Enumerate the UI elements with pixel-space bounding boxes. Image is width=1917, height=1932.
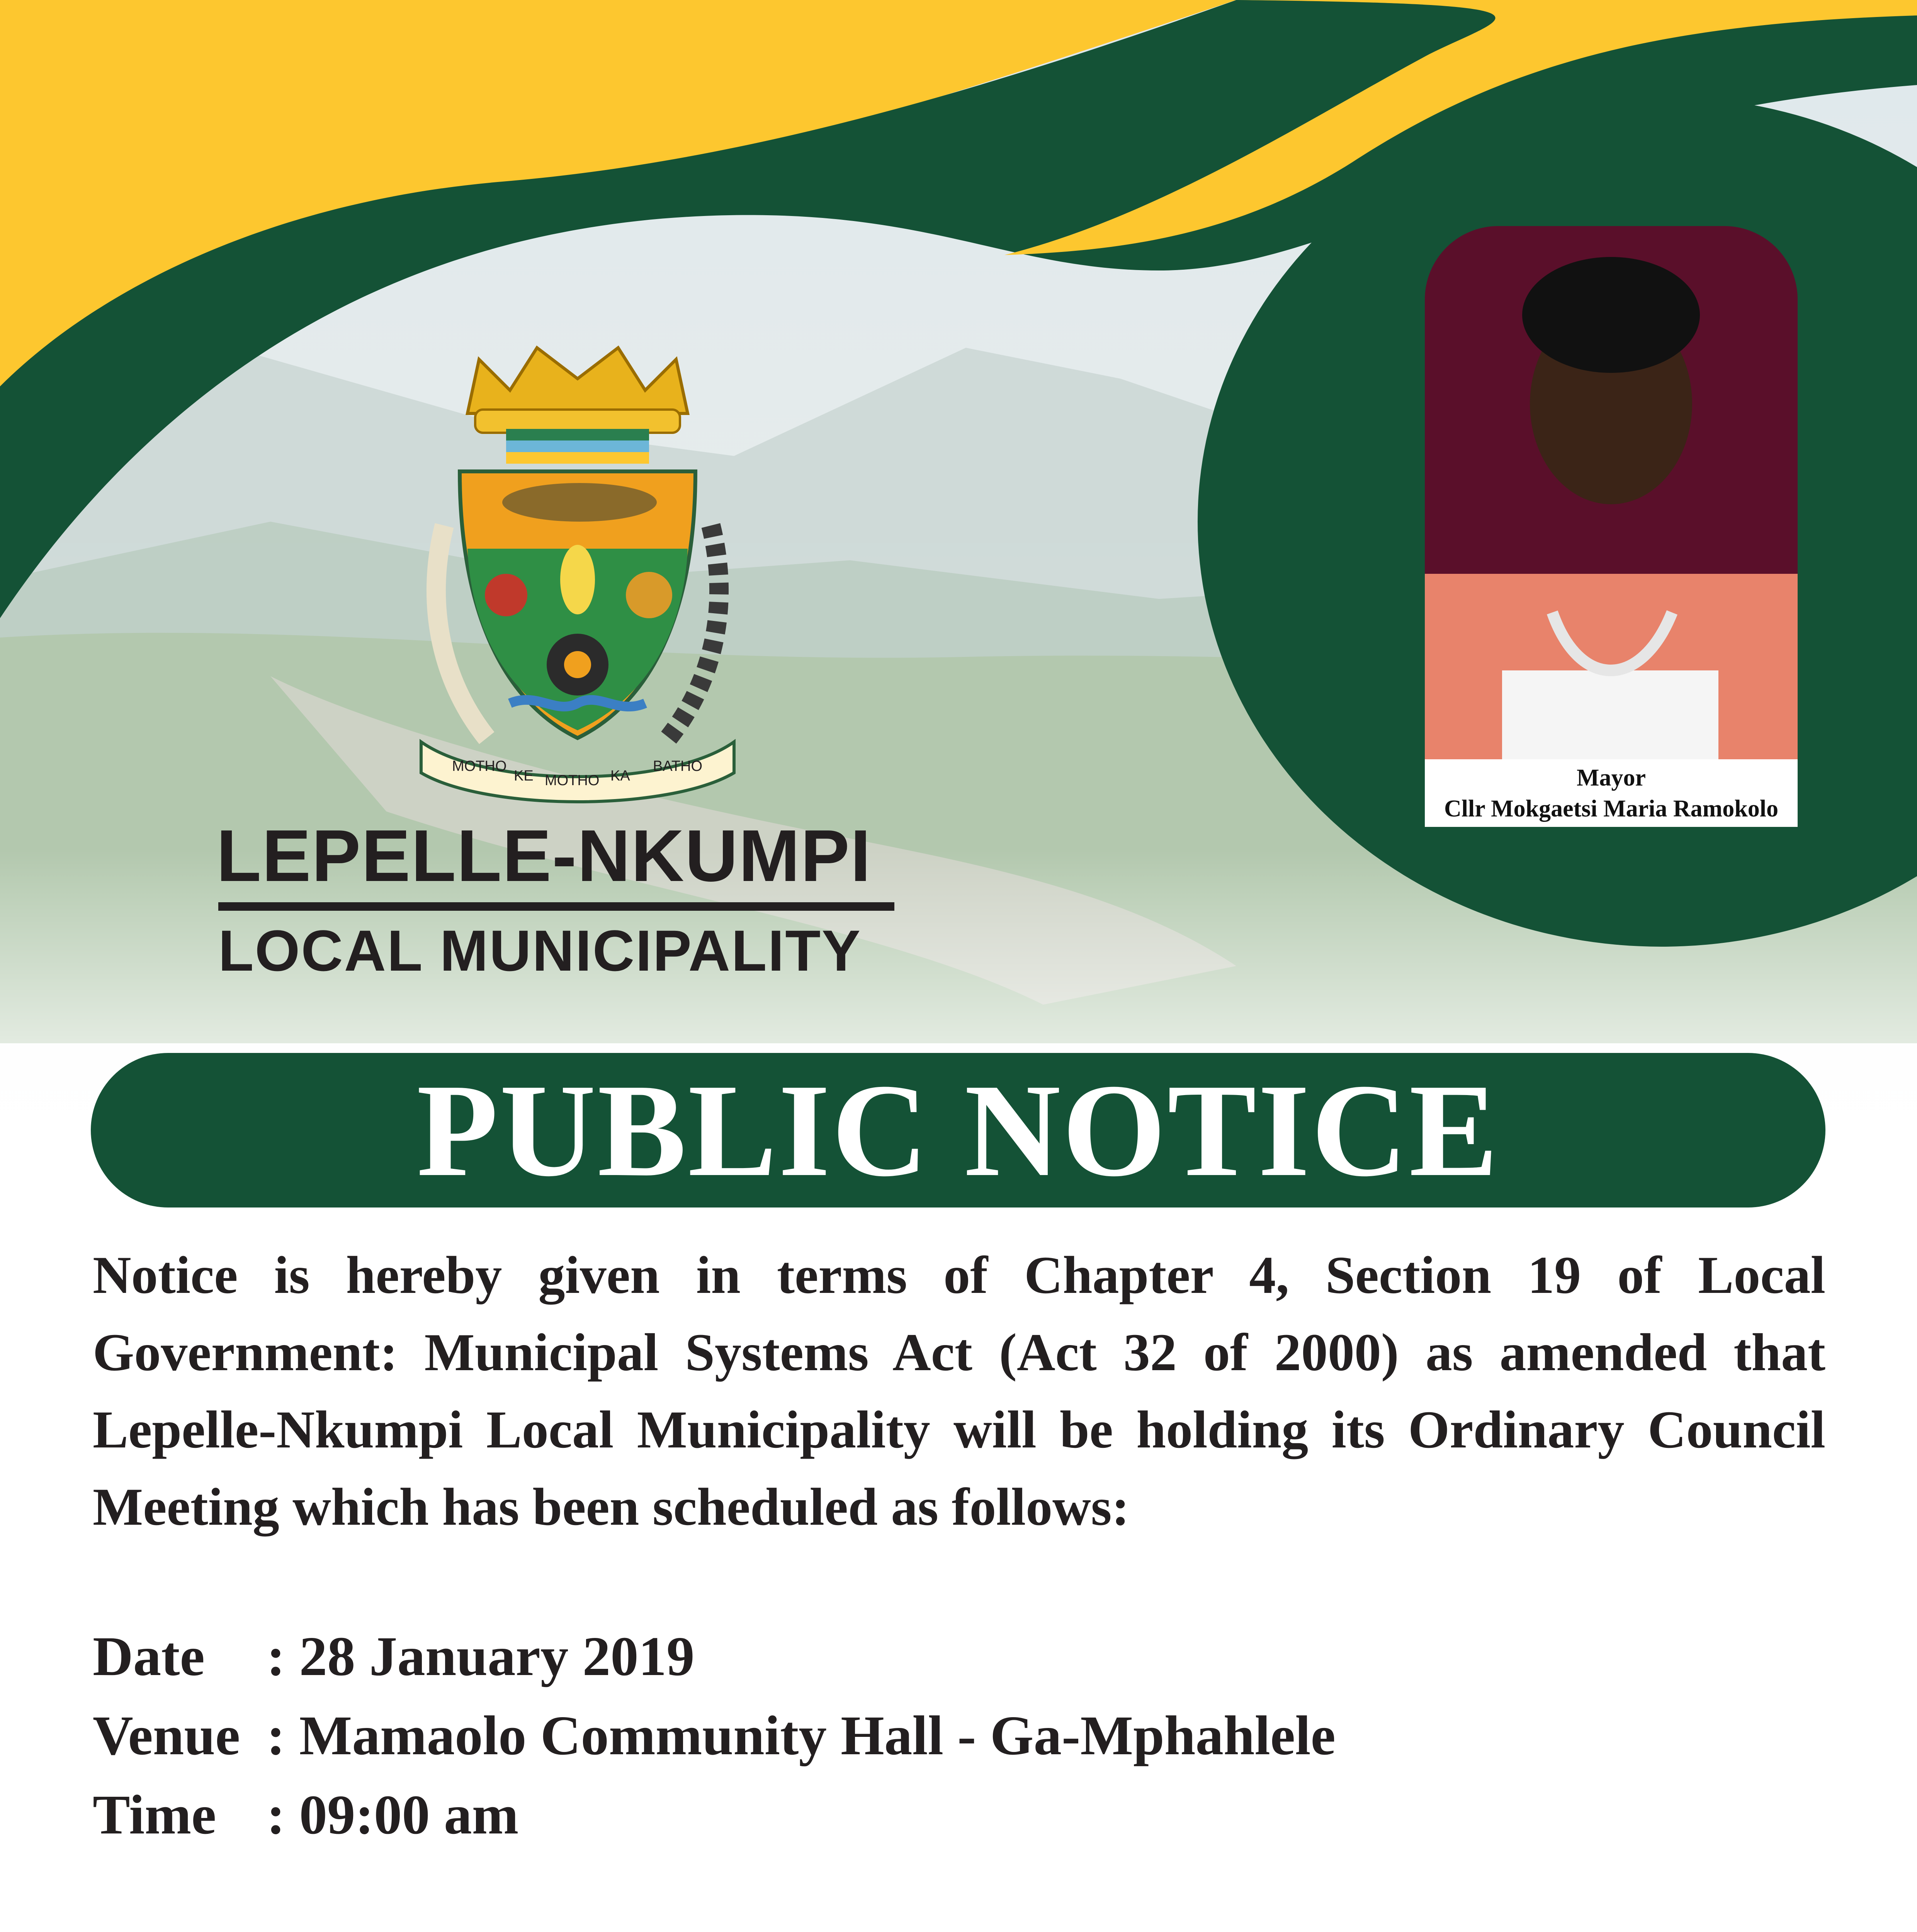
mayor-portrait-image: [1425, 226, 1798, 759]
mayor-portrait: [1425, 226, 1798, 759]
ribbon-word: MOTHO: [452, 758, 507, 774]
ribbon-word: KA: [610, 768, 630, 784]
mayor-role: Mayor: [1576, 765, 1646, 791]
venue-value: : Mamaolo Community Hall - Ga-Mphahlele: [267, 1705, 1336, 1767]
date-value: : 28 January 2019: [267, 1626, 695, 1687]
detail-row-date: [93, 1626, 695, 1687]
notice-intro: Notice is hereby given in terms of Chapter 4, Section 19 of Local Government: Municipal Systems Act (Act 32 of 2000) as amended that Lepelle-Nkumpi Local Municipality will be holding its Ordinary Council Meeting which has been scheduled as follows:: [93, 1245, 1825, 1536]
time-value: : 09:00 am: [267, 1784, 519, 1846]
venue-label: Venue: [93, 1705, 240, 1767]
coat-of-arms-logo: [410, 332, 746, 811]
time-label: Time: [93, 1784, 216, 1846]
bull-icon: [485, 574, 527, 616]
municipality-name: LEPELLE-NKUMPI: [216, 815, 872, 897]
crown-icon: [467, 348, 688, 413]
maize-icon: [560, 545, 595, 614]
notice-title: PUBLIC NOTICE: [416, 1056, 1500, 1204]
mayor-caption: [1425, 759, 1798, 827]
ribbon-word: KE: [514, 768, 534, 784]
date-label: Date: [93, 1626, 205, 1687]
lion-icon: [626, 572, 672, 618]
detail-row-venue: [93, 1705, 1336, 1767]
detail-row-time: [93, 1784, 519, 1846]
ribbon-word: MOTHO: [545, 772, 600, 789]
ribbon-word: BATHO: [653, 758, 703, 774]
mayor-name: Cllr Mokgaetsi Maria Ramokolo: [1444, 796, 1779, 822]
title-divider: [218, 902, 894, 911]
municipality-subtitle: LOCAL MUNICIPALITY: [218, 918, 862, 983]
